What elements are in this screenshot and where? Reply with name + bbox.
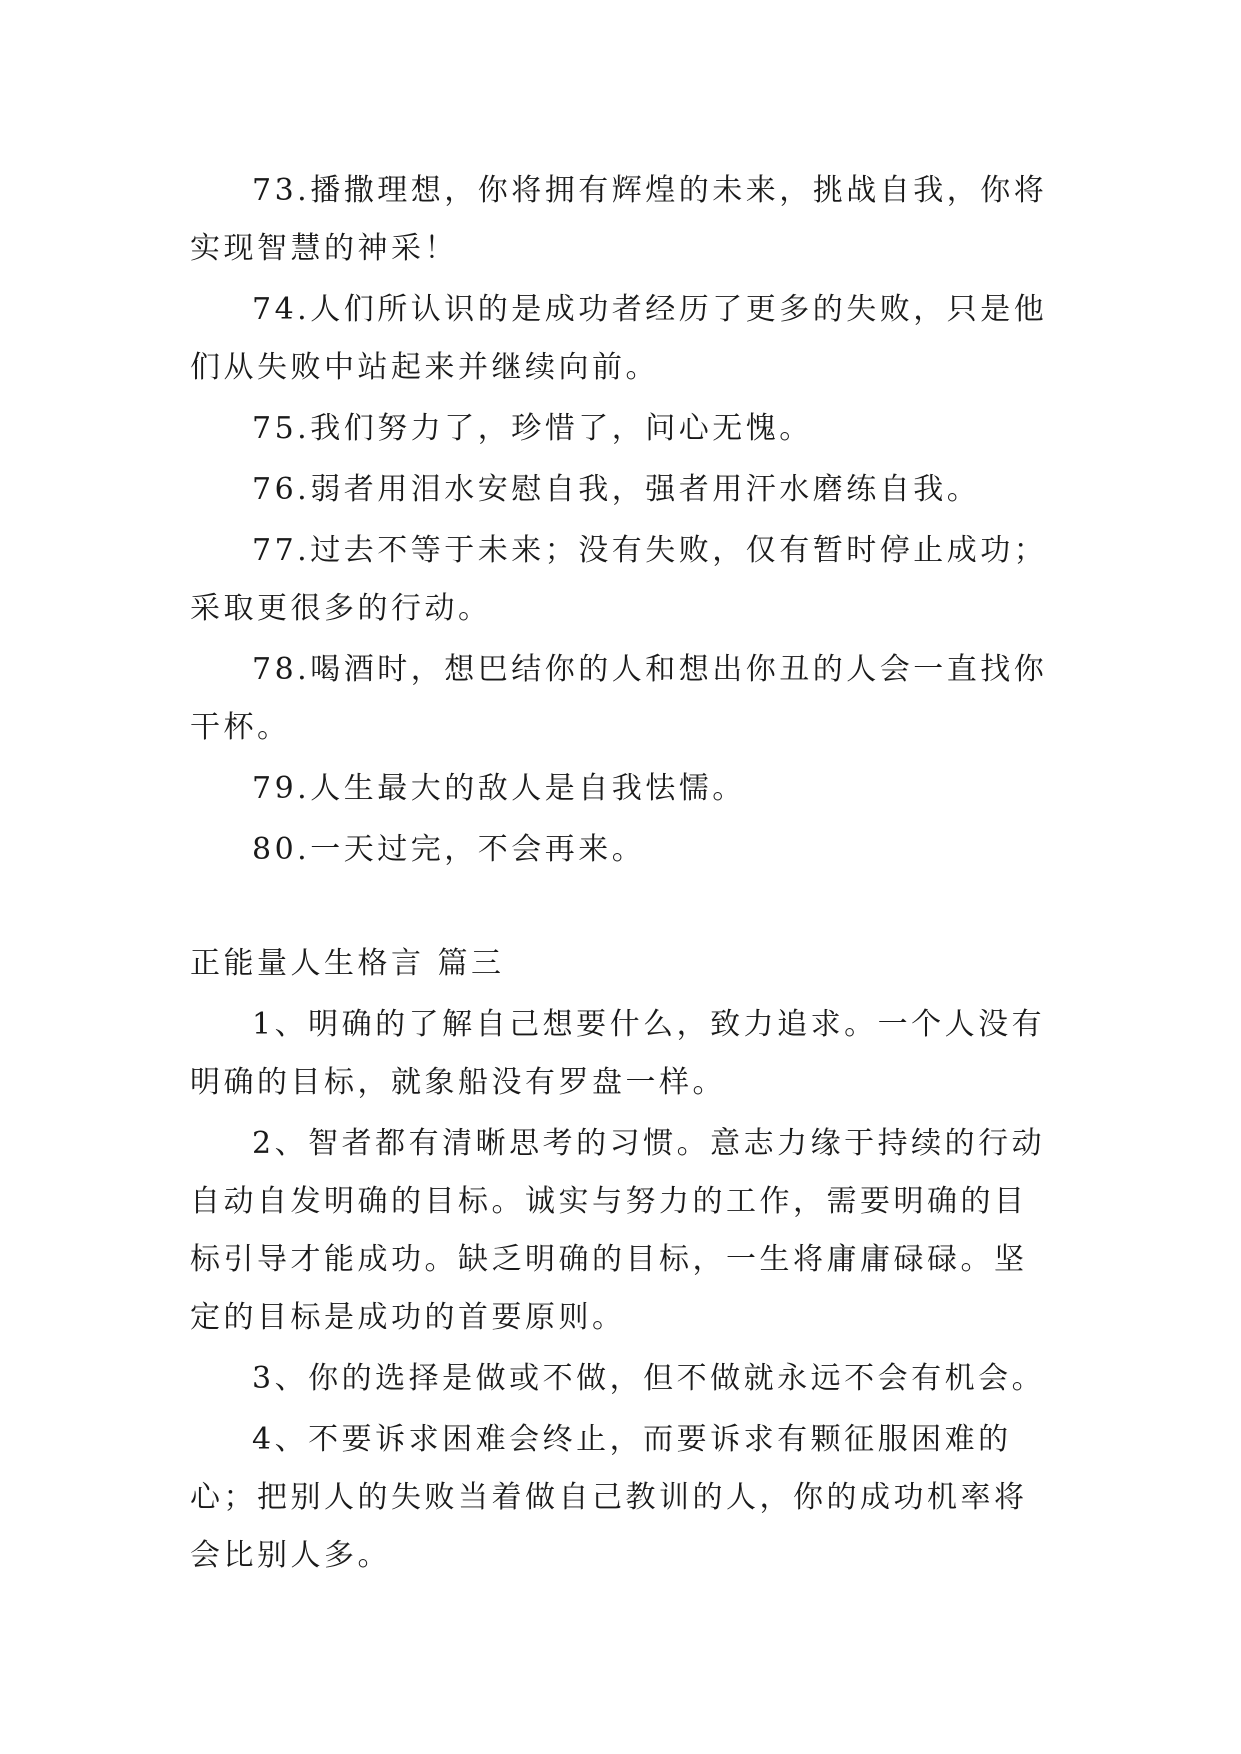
list-item-4: 4、不要诉求困难会终止，而要诉求有颗征服困难的心；把别人的失败当着做自己教训的人，你的成功机率将会比别人多。	[190, 1422, 1028, 1573]
list-item-75: 75.我们努力了，珍惜了，问心无愧。	[252, 411, 813, 446]
list-item-1: 1、明确的了解自己想要什么，致力追求。一个人没有明确的目标，就象船没有罗盘一样。	[190, 1007, 1046, 1100]
section-heading: 正能量人生格言 篇三	[190, 946, 505, 981]
list-item-3: 3、你的选择是做或不做，但不做就永远不会有机会。	[252, 1361, 1046, 1396]
list-item-74: 74.人们所认识的是成功者经历了更多的失败，只是他们从失败中站起来并继续向前。	[190, 292, 1048, 385]
list-item-73: 73.播撒理想，你将拥有辉煌的未来，挑战自我，你将实现智慧的神采！	[190, 173, 1048, 266]
list-item-79: 79.人生最大的敌人是自我怯懦。	[252, 771, 746, 806]
document-body	[190, 162, 1050, 1588]
list-item-78: 78.喝酒时，想巴结你的人和想出你丑的人会一直找你干杯。	[190, 652, 1048, 745]
list-item-77: 77.过去不等于未来；没有失败，仅有暂时停止成功；采取更很多的行动。	[190, 533, 1048, 626]
list-item-2: 2、智者都有清晰思考的习惯。意志力缘于持续的行动自动自发明确的目标。诚实与努力的工作，需要明确的目标引导才能成功。缺乏明确的目标，一生将庸庸碌碌。坚定的目标是成功的首要原则。	[190, 1126, 1046, 1335]
list-item-76: 76.弱者用泪水安慰自我，强者用汗水磨练自我。	[252, 472, 981, 507]
list-item-80: 80.一天过完，不会再来。	[252, 832, 646, 867]
